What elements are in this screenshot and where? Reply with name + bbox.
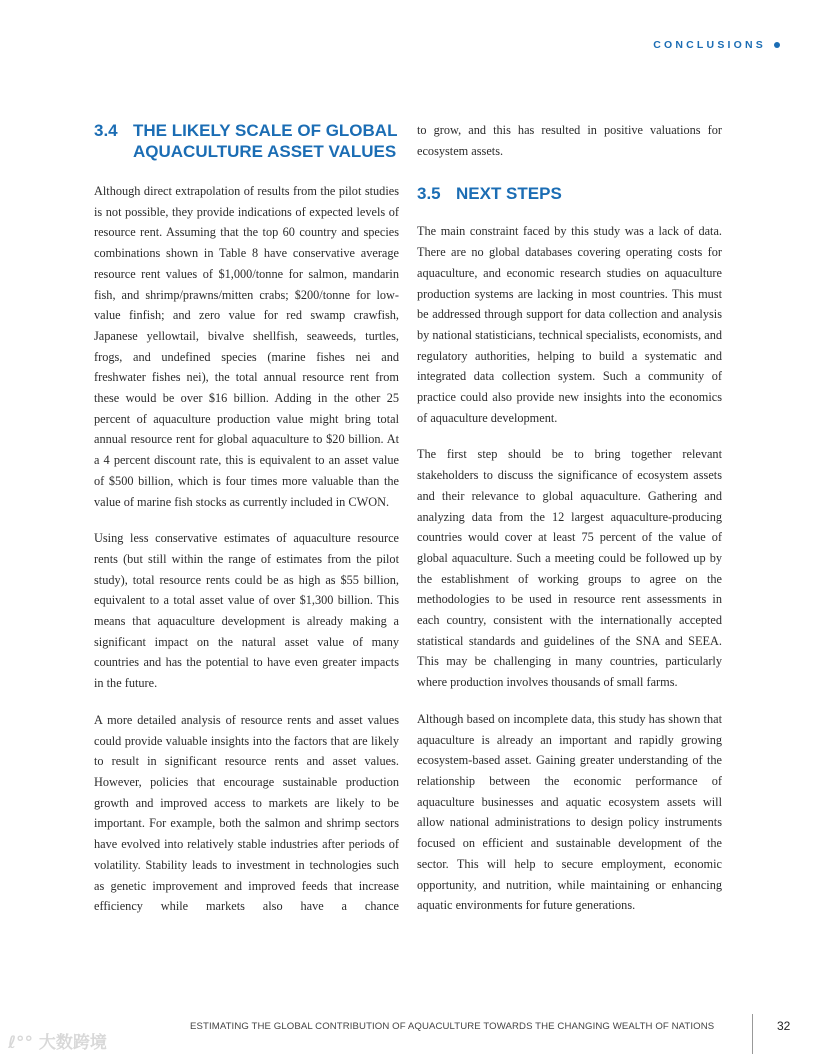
section-title: THE LIKELY SCALE OF GLOBAL AQUACULTURE ASSET VALUES [133, 121, 398, 161]
section-title: NEXT STEPS [456, 184, 562, 204]
paragraph: Although based on incomplete data, this study has shown that aquaculture is already an important and rapidly growing ecosystem-based asset. Gaining greater understanding of the relationship between the economic performance of aquaculture businesses and aquatic ecosystem assets will allow national administrations to design policy instruments focused on efficient and sustainable development of the sector. This will help to secure employment, economic opportunity, and nutrition, while maintaining or enhancing aquatic environments for future generations. [417, 711, 722, 913]
paragraph: Although direct extrapolation of results from the pilot studies is not possible, they provide indications of expected levels of resource rent. Assuming that the top 60 country and species combinations shown in Table 8 have conservative average resource rent values of $1,000/tonne for salmon, mandarin fish, and shrimp/prawns/mitten crabs; $200/tonne for low-value finfish; and zero value for red swamp crawfish, Japanese yellowtail, bivalve shellfish, seaweeds, turtles, frogs, and undefined species (marine fishes nei and freshwater fishes nei), the total annual resource rent from these would be over $16 billion. Adding in the other 25 percent of aquaculture production value might bring total annual resource rent for global aquaculture to $20 billion. At a 4 percent discount rate, this is equivalent to an asset value of $500 billion, which is four times more valuable than the value of marine fish stocks as currently included in CWON. [94, 184, 399, 509]
paragraph: The first step should be to bring together relevant stakeholders to discuss the significance of ecosystem assets and their relevance to global aquaculture. Gathering and analyzing data from the 12 largest aquaculture-producing countries would cover at least 75 percent of the value of global aquaculture. Such a meeting could be followed up by the establishment of working groups to agree on the methodologies to be used in resource rent assessments in each country, consistent with the internationally accepted statistical standards and guidelines of the SNA and SEEA. This may be challenging in many countries, particularly where production involves thousands of small farms. [417, 447, 722, 690]
section-number: 3.4 [94, 121, 118, 140]
page-number: 32 [777, 1019, 791, 1033]
section-heading-3-4 [94, 120, 399, 162]
footer-title: ESTIMATING THE GLOBAL CONTRIBUTION OF AQUACULTURE TOWARDS THE CHANGING WEALTH OF NATIONS [190, 1021, 715, 1032]
footer-divider [752, 1014, 753, 1054]
watermark-logo: ℓ°° 大数跨境 [8, 1033, 107, 1053]
section-label: CONCLUSIONS [653, 39, 766, 51]
right-column [417, 120, 722, 932]
section-heading-3-5 [417, 183, 722, 204]
paragraph: Using less conservative estimates of aquaculture resource rents (but still within the range of estimates from the pilot study), total resource rents could be as high as $55 billion, equivalent to a total asset value of over $1,300 billion. This means that aquaculture development is already making a significant impact on the natural asset value of many countries and has the potential to have even greater impacts in the future. [94, 531, 399, 691]
left-column [94, 120, 399, 917]
running-header [653, 39, 780, 51]
paragraph: A more detailed analysis of resource rents and asset values could provide valuable insights into the factors that are likely to result in significant resource rents and asset values. However, policies that encourage sustainable production growth and improved access to markets are likely to be important. For example, both the salmon and shrimp sectors have evolved into relatively stable industries after periods of volatility. Stability leads to investment in technologies such as genetic improvement and improved feeds that increase efficiency while markets also have a chance [94, 712, 399, 914]
paragraph: The main constraint faced by this study was a lack of data. There are no global databases covering operating costs for aquaculture, and economic research studies on aquaculture production systems are lacking in most countries. This must be addressed through support for data collection and analysis by national statisticians, technical specialists, economists, and regulatory authorities, helping to build a systematic and integrated data collection system. Such a community of practice could also provide new insights into the economics of aquaculture development. [417, 224, 722, 425]
paragraph-continuation: to grow, and this has resulted in positive valuations for ecosystem assets. [417, 123, 722, 158]
bullet-dot-icon [774, 42, 780, 48]
section-number: 3.5 [417, 184, 441, 204]
